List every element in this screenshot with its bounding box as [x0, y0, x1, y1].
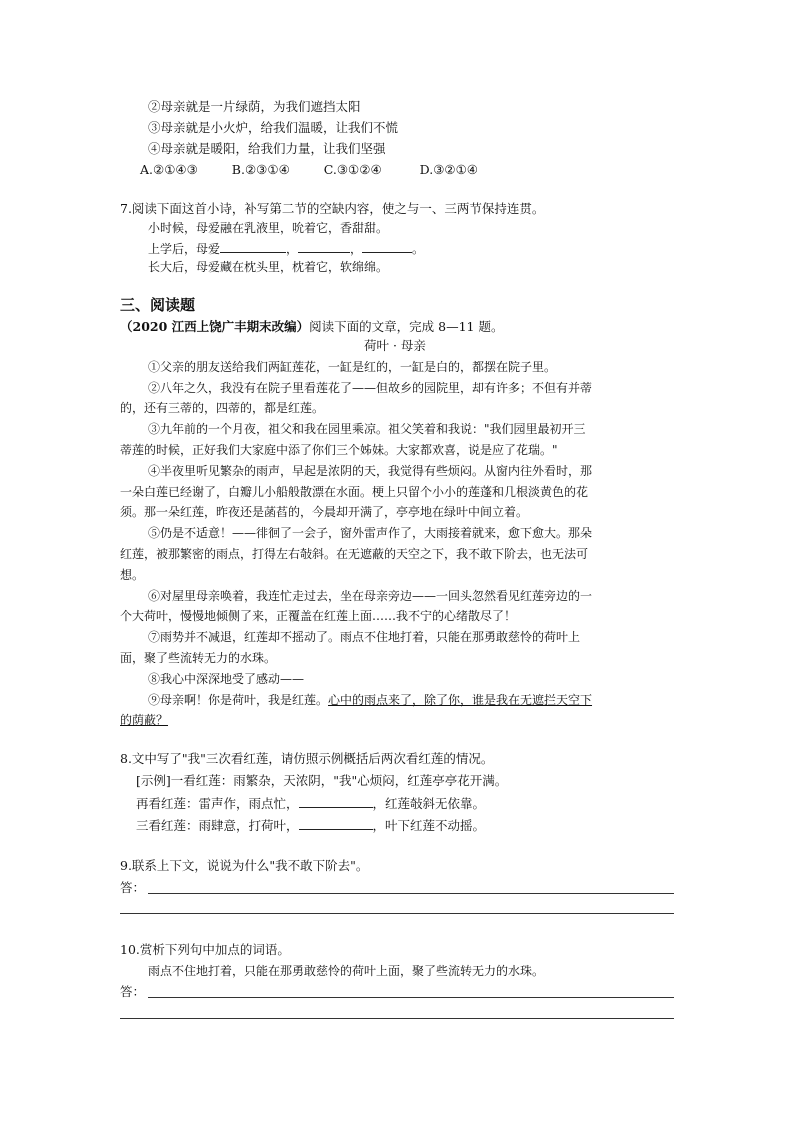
- q8-third: [136, 817, 485, 834]
- q6-option-2: ②母亲就是一片绿荫，为我们遮挡太阳: [148, 99, 361, 114]
- q7-blank-1[interactable]: [220, 240, 286, 253]
- article-p6-line1: ⑥对屋里母亲唤着，我连忙走过去，坐在母亲旁边——一回头忽然看见红莲旁边的一: [148, 589, 593, 603]
- q7-line2-prefix: 上学后，母爱: [148, 242, 221, 256]
- q8-stem: 8.文中写了"我"三次看红莲，请仿照示例概括后两次看红莲的情况。: [120, 751, 494, 766]
- q6-choice-c[interactable]: C.③①②④: [323, 162, 382, 177]
- q9-stem: 9.联系上下文，说说为什么"我不敢下阶去"。: [120, 858, 369, 873]
- article-p9-line1: [148, 692, 592, 708]
- q7-poem-line2: [148, 240, 424, 257]
- q9-answer-label: 答：: [120, 880, 146, 895]
- q6-option-3: ③母亲就是小火炉，给我们温暖，让我们不慌: [148, 120, 399, 135]
- article-p3-line1: ③九年前的一个月夜，祖父和我在园里乘凉。祖父笑着和我说："我们园里最初开三: [148, 422, 586, 436]
- q10-quote: 雨点不住地打着，只能在那勇敢慈怜的荷叶上面，聚了些流转无力的水珠。: [148, 964, 545, 978]
- q10-answer-label: 答：: [120, 984, 146, 999]
- q8-third-prefix: 三看红莲：雨肆意，打荷叶，: [136, 818, 299, 833]
- q8-blank-third[interactable]: [299, 817, 373, 830]
- article-p6-line2: 个大荷叶，慢慢地倾侧了来，正覆盖在红莲上面……我不宁的心绪散尽了！: [120, 609, 517, 623]
- q10-answer-line-2[interactable]: [120, 1018, 674, 1019]
- article-p4-line3: 须。那一朵红莲，昨夜还是菡萏的，今晨却开满了，亭亭地在绿叶中间立着。: [120, 505, 529, 519]
- q8-second: [136, 795, 485, 812]
- q7-line2-comma1: ，: [286, 242, 299, 256]
- q7-stem: 7.阅读下面这首小诗，补写第二节的空缺内容，使之与一、三两节保持连贯。: [120, 201, 545, 216]
- section-intro: [120, 319, 503, 335]
- section-heading: 三、阅读题: [120, 296, 196, 314]
- q7-poem-line3: 长大后，母爱藏在枕头里，枕着它，软绵绵。: [148, 260, 389, 274]
- source-label: （2020 江西上饶广丰期末改编）: [120, 319, 310, 334]
- article-p9-underlined: 心中的雨点来了，除了你，谁是我在无遮拦天空下: [328, 693, 593, 707]
- q6-choices: [140, 162, 478, 178]
- intro-text: 阅读下面的文章，完成 8—11 题。: [309, 319, 504, 334]
- article-title: 荷叶 · 母亲: [364, 338, 426, 353]
- article-p1: ①父亲的朋友送给我们两缸莲花，一缸是红的，一缸是白的，都摆在院子里。: [148, 360, 557, 374]
- article-p7-line1: ⑦雨势并不减退，红莲却不摇动了。雨点不住地打着，只能在那勇敢慈怜的荷叶上: [148, 630, 581, 644]
- q6-choice-d[interactable]: D.③②①④: [419, 162, 479, 177]
- article-p7-line2: 面，聚了些流转无力的水珠。: [120, 651, 277, 665]
- article-p8: ⑧我心中深深地受了感动——: [148, 672, 305, 686]
- q7-blank-3[interactable]: [362, 240, 412, 253]
- article-p2-line2: 的，还有三蒂的，四蒂的，都是红莲。: [120, 401, 325, 415]
- article-p4-line2: 一朵白莲已经谢了，白瓣儿小船般散漂在水面。梗上只留个小小的莲蓬和几根淡黄色的花: [120, 485, 589, 499]
- q7-line2-period: 。: [412, 242, 425, 256]
- q6-option-4: ④母亲就是暖阳，给我们力量，让我们坚强: [148, 141, 386, 156]
- q8-second-suffix: ，红莲敧斜无依靠。: [372, 796, 486, 811]
- q8-example: [示例]一看红莲：雨繁杂，天浓阴，"我"心烦闷，红莲亭亭花开满。: [136, 773, 508, 788]
- article-p4-line1: ④半夜里听见繁杂的雨声，早起是浓阴的天，我觉得有些烦闷。从窗内往外看时，那: [148, 464, 593, 478]
- q8-second-prefix: 再看红莲：雷声作，雨点忙，: [136, 796, 299, 811]
- q10-stem: 10.赏析下列句中加点的词语。: [120, 942, 290, 957]
- q7-line2-comma2: ，: [350, 242, 363, 256]
- q10-answer-line-1[interactable]: [148, 997, 674, 998]
- q9-answer-line-1[interactable]: [148, 893, 674, 894]
- article-p5-line2: 红莲，被那繁密的雨点，打得左右敧斜。在无遮蔽的天空之下，我不敢下阶去，也无法可: [120, 547, 589, 561]
- q8-third-suffix: ，叶下红莲不动摇。: [372, 818, 486, 833]
- q6-choice-b[interactable]: B.②③①④: [231, 162, 290, 177]
- article-p5-line1: ⑤仍是不适意！——徘徊了一会子，窗外雷声作了，大雨接着就来，愈下愈大。那朵: [148, 526, 593, 540]
- article-p2-line1: ②八年之久，我没有在院子里看莲花了——但故乡的园院里，却有许多；不但有并蒂: [148, 381, 593, 395]
- q8-blank-second[interactable]: [299, 795, 373, 808]
- q7-blank-2[interactable]: [298, 240, 350, 253]
- article-p5-line3: 想。: [120, 568, 145, 582]
- article-p9-start: ⑨母亲啊！你是荷叶，我是红莲。: [148, 693, 329, 707]
- q6-choice-a[interactable]: A.②①④③: [140, 162, 198, 177]
- article-p9-line2: 的荫蔽？: [120, 713, 169, 727]
- q7-poem-line1: 小时候，母爱融在乳液里，吮着它，香甜甜。: [148, 221, 389, 235]
- article-p3-line2: 蒂莲的时候，正好我们大家庭中添了你们三个姊妹。大家都欢喜，说是应了花瑞。": [120, 443, 558, 457]
- q9-answer-line-2[interactable]: [120, 913, 674, 914]
